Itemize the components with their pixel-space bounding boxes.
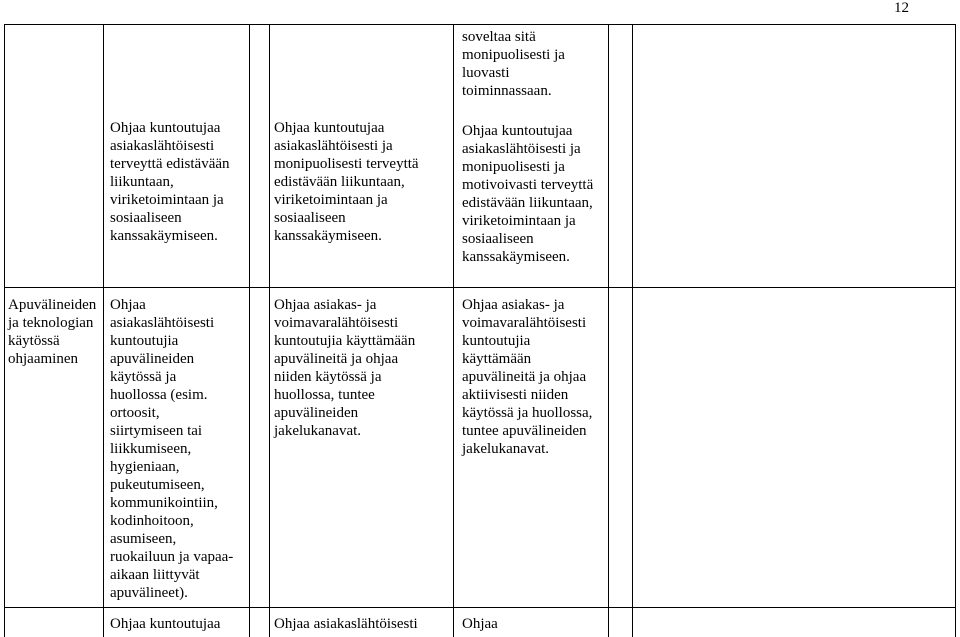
table-cell-text: soveltaa sitä monipuolisesti ja luovasti toiminnassaan. [462,29,565,99]
table-cell-text: Ohjaa kuntoutujaa asiakaslähtöisesti ja monipuolisesti ja motivoivasti terveyttä edistävään liikuntaan, viriketoimintaan ja sosiaaliseen kanssakäymiseen. [462,123,594,265]
table-cell-text: Ohjaa asiakas- ja voimavaralähtöisesti kuntoutujia käyttämään apuvälineitä ja ohjaa niiden käytössä ja huollossa, tuntee apuvälineiden jakelukanavat. [274,297,416,439]
table-cell-text: Ohjaa asiakaslähtöisesti kuntoutujia apuvälineiden käytössä ja huollossa (esim. ortoosit, siirtymiseen tai liikkumiseen, hygieniaan, pukeutumiseen, kommunikointiin, kodinhoitoon, asumiseen, ruokailuun ja vapaa- aikaan liittyvät apuvälineet). [110,297,234,601]
table-cell-text: Ohjaa asiakaslähtöisesti [274,616,418,632]
table-cell-text: Ohjaa kuntoutujaa [110,616,221,632]
table-cell-text: Ohjaa [462,616,498,632]
table-cell-text: Ohjaa asiakas- ja voimavaralähtöisesti kuntoutujia käyttämään apuvälineitä ja ohjaa aktiivisesti niiden käytössä ja huollossa, tuntee apuvälineiden jakelukanavat. [462,297,593,457]
table-cell-text: Ohjaa kuntoutujaa asiakaslähtöisesti terveyttä edistävään liikuntaan, viriketoimintaan ja sosiaaliseen kanssakäymiseen. [110,120,230,244]
row-label: Apuvälineiden ja teknologian käytössä ohjaaminen [8,297,97,367]
page-number: 12 [894,0,909,16]
table-cell-text: Ohjaa kuntoutujaa asiakaslähtöisesti ja monipuolisesti terveyttä edistävään liikuntaan, viriketoimintaan ja sosiaaliseen kanssakäymiseen. [274,120,419,244]
